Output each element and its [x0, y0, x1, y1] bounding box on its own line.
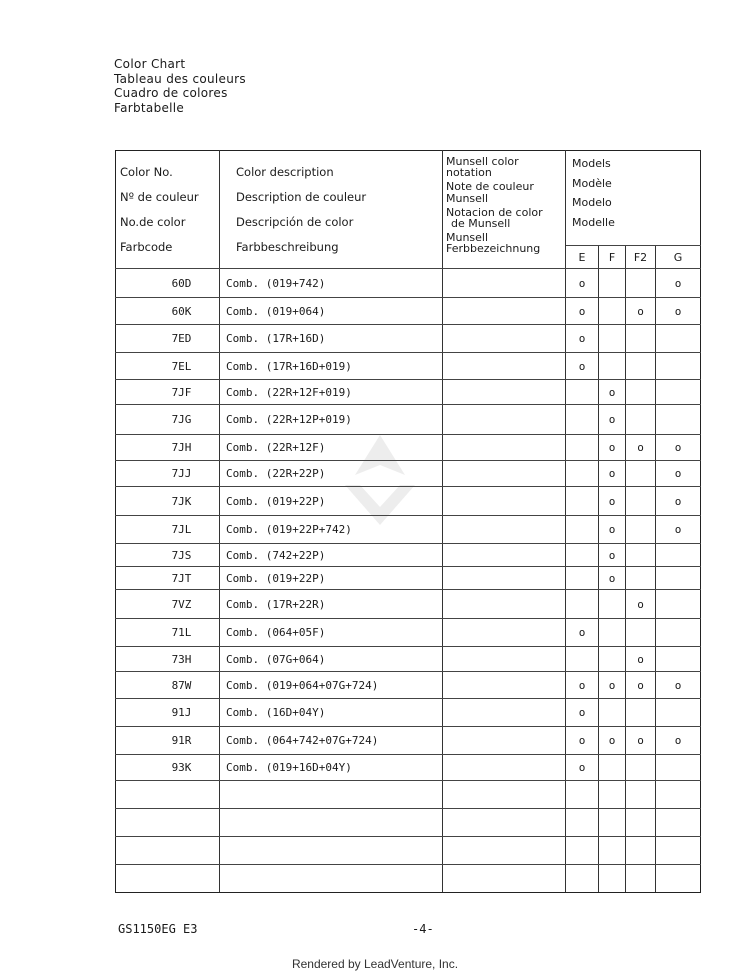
empty-cell — [116, 809, 220, 837]
heading-line-es: Cuadro de colores — [114, 86, 228, 100]
footer-model-code: GS1150EG E3 — [118, 922, 198, 936]
table-row — [116, 672, 701, 699]
header-color-no-en: Color No. — [120, 164, 173, 179]
munsell-cell — [443, 727, 566, 755]
munsell-cell — [443, 269, 566, 298]
color-code-cell: 7JG — [116, 405, 220, 435]
empty-cell — [116, 781, 220, 809]
empty-cell — [220, 781, 443, 809]
header-munsell-line: notation — [446, 166, 492, 180]
model-mark-cell — [656, 567, 701, 590]
empty-cell — [220, 865, 443, 893]
table-row — [116, 380, 701, 405]
color-code-cell: 73H — [116, 647, 220, 672]
model-mark-cell — [566, 405, 599, 435]
model-mark-cell — [566, 516, 599, 544]
empty-cell — [443, 781, 566, 809]
empty-table-row — [116, 781, 701, 809]
empty-cell — [116, 837, 220, 865]
model-mark-cell: o — [626, 298, 656, 325]
heading-line-en: Color Chart — [114, 57, 186, 71]
model-mark-cell: o — [599, 405, 626, 435]
table-row — [116, 727, 701, 755]
color-code-cell: 7JS — [116, 544, 220, 567]
model-mark-cell: o — [656, 487, 701, 516]
color-code-cell: 87W — [116, 672, 220, 699]
header-munsell-notation — [443, 151, 566, 269]
model-mark-cell — [599, 647, 626, 672]
empty-cell — [116, 865, 220, 893]
color-code-cell: 91R — [116, 727, 220, 755]
model-mark-cell — [656, 755, 701, 781]
empty-cell — [626, 865, 656, 893]
munsell-cell — [443, 353, 566, 380]
color-description-cell: Comb. (019+22P) — [220, 567, 443, 590]
table-row — [116, 353, 701, 380]
color-description-cell: Comb. (064+742+07G+724) — [220, 727, 443, 755]
table-row — [116, 516, 701, 544]
empty-cell — [599, 809, 626, 837]
model-mark-cell — [626, 405, 656, 435]
model-mark-cell: o — [566, 672, 599, 699]
model-mark-cell — [626, 755, 656, 781]
model-mark-cell — [626, 567, 656, 590]
header-desc-es: Descripción de color — [236, 214, 354, 229]
color-description-cell: Comb. (019+22P+742) — [220, 516, 443, 544]
model-mark-cell: o — [626, 435, 656, 461]
color-description-cell: Comb. (019+064) — [220, 298, 443, 325]
header-munsell-line: Munsell — [446, 191, 489, 205]
model-mark-cell: o — [566, 353, 599, 380]
header-color-no — [116, 151, 220, 269]
empty-table-row — [116, 809, 701, 837]
model-mark-cell: o — [566, 298, 599, 325]
empty-cell — [443, 809, 566, 837]
header-munsell-line: Munsell — [446, 231, 489, 245]
color-code-cell: 7JL — [116, 516, 220, 544]
header-model-f: F — [599, 246, 626, 269]
munsell-cell — [443, 647, 566, 672]
model-mark-cell — [566, 544, 599, 567]
color-code-cell: 7VZ — [116, 590, 220, 619]
color-description-cell: Comb. (22R+12F) — [220, 435, 443, 461]
model-mark-cell — [626, 269, 656, 298]
model-mark-cell: o — [566, 755, 599, 781]
empty-cell — [599, 781, 626, 809]
empty-cell — [656, 781, 701, 809]
heading-line-de: Farbtabelle — [114, 100, 185, 115]
model-mark-cell — [566, 380, 599, 405]
header-models — [566, 151, 701, 246]
header-munsell-line: de Munsell — [451, 217, 511, 231]
model-mark-cell: o — [599, 567, 626, 590]
model-mark-cell: o — [656, 516, 701, 544]
empty-cell — [656, 837, 701, 865]
model-mark-cell — [626, 699, 656, 727]
header-color-description — [220, 151, 443, 269]
table-row — [116, 567, 701, 590]
model-mark-cell — [599, 699, 626, 727]
model-mark-cell — [566, 567, 599, 590]
header-desc-en: Color description — [236, 164, 334, 179]
color-description-cell: Comb. (07G+064) — [220, 647, 443, 672]
munsell-cell — [443, 461, 566, 487]
model-mark-cell: o — [626, 590, 656, 619]
header-models-es: Modelo — [572, 196, 612, 209]
model-mark-cell — [599, 590, 626, 619]
model-mark-cell: o — [599, 435, 626, 461]
model-mark-cell — [626, 544, 656, 567]
munsell-cell — [443, 487, 566, 516]
model-mark-cell — [656, 590, 701, 619]
empty-cell — [566, 781, 599, 809]
header-row — [116, 151, 701, 246]
model-mark-cell — [566, 487, 599, 516]
empty-cell — [626, 809, 656, 837]
empty-cell — [599, 837, 626, 865]
munsell-cell — [443, 325, 566, 353]
color-code-cell: 60D — [116, 269, 220, 298]
model-mark-cell — [626, 516, 656, 544]
model-mark-cell — [599, 755, 626, 781]
model-mark-cell — [656, 325, 701, 353]
model-mark-cell: o — [626, 672, 656, 699]
table-row — [116, 405, 701, 435]
model-mark-cell: o — [599, 461, 626, 487]
empty-cell — [443, 865, 566, 893]
color-code-cell: 7JT — [116, 567, 220, 590]
munsell-cell — [443, 590, 566, 619]
header-color-no-de: Farbcode — [120, 239, 173, 254]
model-mark-cell: o — [599, 727, 626, 755]
model-mark-cell — [656, 699, 701, 727]
model-mark-cell — [626, 353, 656, 380]
color-description-cell: Comb. (22R+22P) — [220, 461, 443, 487]
header-model-g: G — [656, 246, 701, 269]
munsell-cell — [443, 544, 566, 567]
model-mark-cell: o — [656, 269, 701, 298]
color-description-cell: Comb. (019+742) — [220, 269, 443, 298]
model-mark-cell — [656, 353, 701, 380]
empty-cell — [220, 809, 443, 837]
table-row — [116, 269, 701, 298]
color-code-cell: 91J — [116, 699, 220, 727]
color-code-cell: 7JF — [116, 380, 220, 405]
header-desc-de: Farbbeschreibung — [236, 239, 339, 254]
color-code-cell: 7JJ — [116, 461, 220, 487]
header-munsell-line: Ferbbezeichnung — [446, 242, 541, 256]
heading-line-fr: Tableau des couleurs — [114, 71, 246, 86]
chart-heading — [114, 57, 246, 115]
empty-cell — [626, 781, 656, 809]
color-description-cell: Comb. (17R+22R) — [220, 590, 443, 619]
table-row — [116, 461, 701, 487]
header-desc-fr: Description de couleur — [236, 189, 367, 204]
footer-page-number: -4- — [412, 922, 434, 936]
model-mark-cell: o — [656, 298, 701, 325]
table-row — [116, 487, 701, 516]
model-mark-cell: o — [599, 544, 626, 567]
munsell-cell — [443, 699, 566, 727]
munsell-cell — [443, 405, 566, 435]
color-code-cell: 93K — [116, 755, 220, 781]
table-row — [116, 325, 701, 353]
model-mark-cell: o — [656, 461, 701, 487]
color-description-cell: Comb. (16D+04Y) — [220, 699, 443, 727]
model-mark-cell: o — [599, 487, 626, 516]
empty-cell — [626, 837, 656, 865]
model-mark-cell — [566, 461, 599, 487]
empty-table-row — [116, 837, 701, 865]
empty-cell — [566, 809, 599, 837]
model-mark-cell — [626, 461, 656, 487]
table-row — [116, 619, 701, 647]
model-mark-cell: o — [599, 380, 626, 405]
munsell-cell — [443, 567, 566, 590]
model-mark-cell — [599, 619, 626, 647]
empty-cell — [443, 837, 566, 865]
model-mark-cell — [626, 380, 656, 405]
model-mark-cell — [656, 647, 701, 672]
model-mark-cell — [599, 325, 626, 353]
color-description-cell: Comb. (019+064+07G+724) — [220, 672, 443, 699]
header-munsell-line: Note de couleur — [446, 180, 534, 194]
model-mark-cell: o — [626, 727, 656, 755]
model-mark-cell: o — [566, 727, 599, 755]
color-description-cell: Comb. (22R+12F+019) — [220, 380, 443, 405]
empty-table-row — [116, 865, 701, 893]
model-mark-cell — [599, 298, 626, 325]
empty-cell — [599, 865, 626, 893]
model-mark-cell — [599, 353, 626, 380]
table-row — [116, 699, 701, 727]
model-mark-cell: o — [566, 699, 599, 727]
munsell-cell — [443, 755, 566, 781]
header-model-e: E — [566, 246, 599, 269]
model-mark-cell: o — [656, 435, 701, 461]
model-mark-cell: o — [566, 269, 599, 298]
color-code-cell: 60K — [116, 298, 220, 325]
model-mark-cell: o — [599, 516, 626, 544]
color-chart-table — [115, 150, 701, 893]
color-code-cell: 71L — [116, 619, 220, 647]
model-mark-cell: o — [656, 672, 701, 699]
model-mark-cell — [566, 647, 599, 672]
header-color-no-es: No.de color — [120, 214, 186, 229]
color-description-cell: Comb. (22R+12P+019) — [220, 405, 443, 435]
model-mark-cell — [656, 544, 701, 567]
munsell-cell — [443, 672, 566, 699]
color-description-cell: Comb. (019+16D+04Y) — [220, 755, 443, 781]
header-color-no-fr: Nº de couleur — [120, 189, 199, 204]
color-description-cell: Comb. (019+22P) — [220, 487, 443, 516]
model-mark-cell: o — [626, 647, 656, 672]
color-code-cell: 7EL — [116, 353, 220, 380]
header-models-fr: Modèle — [572, 176, 612, 190]
model-mark-cell — [566, 590, 599, 619]
model-mark-cell — [656, 405, 701, 435]
color-description-cell: Comb. (17R+16D) — [220, 325, 443, 353]
header-models-en: Models — [572, 157, 611, 170]
color-code-cell: 7JH — [116, 435, 220, 461]
model-mark-cell — [626, 619, 656, 647]
model-mark-cell — [656, 380, 701, 405]
color-description-cell: Comb. (064+05F) — [220, 619, 443, 647]
color-code-cell: 7JK — [116, 487, 220, 516]
header-model-f2: F2 — [626, 246, 656, 269]
model-mark-cell — [566, 435, 599, 461]
munsell-cell — [443, 619, 566, 647]
munsell-cell — [443, 380, 566, 405]
model-mark-cell: o — [656, 727, 701, 755]
table-row — [116, 590, 701, 619]
munsell-cell — [443, 516, 566, 544]
empty-cell — [220, 837, 443, 865]
model-mark-cell — [599, 269, 626, 298]
empty-cell — [656, 865, 701, 893]
model-mark-cell: o — [599, 672, 626, 699]
munsell-cell — [443, 435, 566, 461]
munsell-cell — [443, 298, 566, 325]
table-row — [116, 544, 701, 567]
header-models-de: Modelle — [572, 215, 615, 229]
empty-cell — [566, 865, 599, 893]
table-row — [116, 435, 701, 461]
model-mark-cell — [626, 325, 656, 353]
table-row — [116, 647, 701, 672]
model-mark-cell: o — [566, 325, 599, 353]
header-munsell-line: Notacion de color — [446, 205, 543, 219]
table-row — [116, 755, 701, 781]
empty-cell — [656, 809, 701, 837]
rendered-by-credit: Rendered by LeadVenture, Inc. — [291, 957, 459, 971]
color-description-cell: Comb. (17R+16D+019) — [220, 353, 443, 380]
table-row — [116, 298, 701, 325]
model-mark-cell — [656, 619, 701, 647]
header-munsell-line: Munsell color — [446, 155, 519, 168]
empty-cell — [566, 837, 599, 865]
color-description-cell: Comb. (742+22P) — [220, 544, 443, 567]
model-mark-cell — [626, 487, 656, 516]
color-code-cell: 7ED — [116, 325, 220, 353]
model-mark-cell: o — [566, 619, 599, 647]
